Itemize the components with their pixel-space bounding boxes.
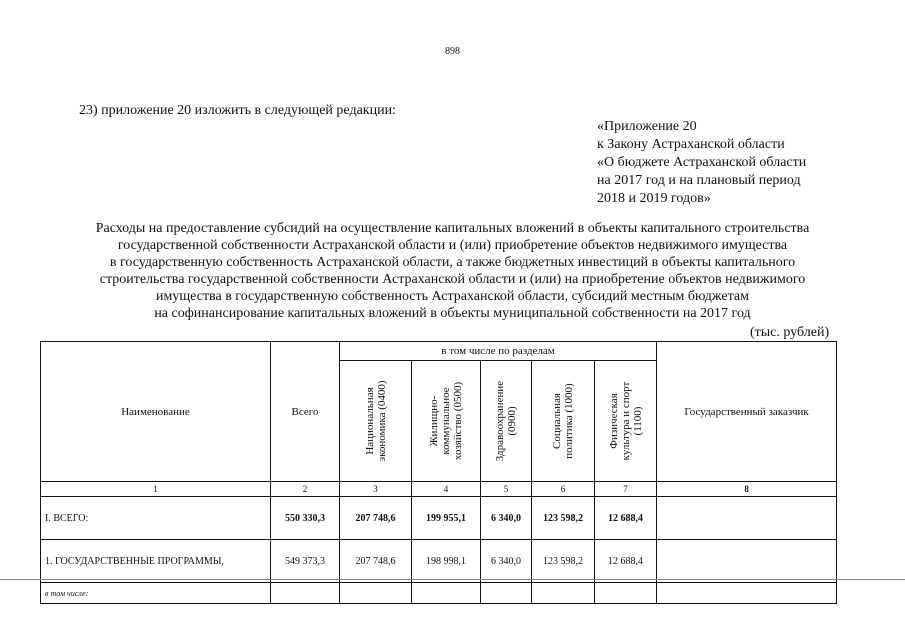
cell-total: 550 330,3 [271,497,340,540]
cell-section: 198 998,1 [412,540,481,583]
heading-line: на софинансирование капитальных вложений в объекты муниципальной собственности на 2017 год [154,306,751,321]
cell-customer [657,540,837,583]
section-label-line: коммунальное [440,387,452,455]
cell-section: 123 598,2 [532,497,595,540]
section-label-line: (0900) [506,406,518,436]
appendix-line: к Закону Астраханской области [597,137,785,152]
document-heading [40,220,865,322]
column-number: 2 [271,482,340,497]
header-total: Всего [271,342,340,482]
cell-section: 12 688,4 [595,497,657,540]
cell-empty [657,583,837,604]
section-label-line: хозяйство (0500) [452,381,464,461]
cell-section: 12 688,4 [595,540,657,583]
section-label-line: экономика (0400) [375,380,388,462]
heading-line: государственной собственности Астраханской области и (или) приобретение объектов недвижимого имущества [117,238,788,253]
column-number: 6 [532,482,595,497]
column-number: 1 [41,482,271,497]
section-label-line: Физическая [607,393,620,449]
heading-line: строительства государственной собственности Астраханской области и (или) на приобретение объектов недвижимого [99,272,806,287]
cell-empty [595,583,657,604]
column-number: 7 [595,482,657,497]
appendix-line: «Приложение 20 [597,119,697,134]
cell-section: 207 748,6 [340,540,412,583]
header-sections-group: в том числе по разделам [340,342,657,361]
units-label: (тыс. рублей) [750,325,830,340]
appendix-line: «О бюджете Астраханской области [597,155,807,170]
heading-line: в государственную собственность Астраханской области, а также бюджетных инвестиций в объекты капитального [109,255,796,270]
section-label-line: политика (1000) [563,383,575,459]
heading-line: Расходы на предоставление субсидий на осуществление капитальных вложений в объекты капитального строительства [95,221,810,236]
cell-empty [412,583,481,604]
intro-text: 23) приложение 20 изложить в следующей редакции: [79,103,396,118]
table-row-subheading [41,583,837,604]
row-name: I. ВСЕГО: [41,497,271,540]
cell-empty [481,583,532,604]
cell-empty [340,583,412,604]
cell-empty [532,583,595,604]
table-row-total [41,497,837,540]
cell-section: 6 340,0 [481,497,532,540]
section-label-line: Жилищно- [428,395,440,447]
section-label-line: культура и спорт [619,381,632,461]
cell-section: 207 748,6 [340,497,412,540]
heading-line: имущества в государственную собственность Астраханской области, субсидий местным бюджетам [156,289,749,304]
header-section-1000 [532,361,595,482]
appendix-line: 2018 и 2019 годов» [597,191,711,206]
cell-customer [657,497,837,540]
appendix-line: на 2017 год и на плановый период [597,173,801,188]
cell-section: 199 955,1 [412,497,481,540]
header-section-1100 [595,361,657,482]
page-number: 898 [445,46,460,57]
header-section-0400 [340,361,412,482]
column-number-row [41,482,837,497]
cell-empty [271,583,340,604]
column-number: 8 [657,482,837,497]
header-section-0900 [481,361,532,482]
table-row-programs [41,540,837,583]
section-label-line: (1100) [631,406,644,436]
section-label-line: Социальная [551,393,563,449]
appendix-reference [597,118,806,208]
page-divider [0,579,905,580]
cell-total: 549 373,3 [271,540,340,583]
section-label-line: Здравоохранение [494,380,506,462]
expenses-table [40,341,837,604]
cell-section: 6 340,0 [481,540,532,583]
header-section-0500 [412,361,481,482]
section-label-line: Национальная [363,387,376,455]
column-number: 4 [412,482,481,497]
row-name: 1. ГОСУДАРСТВЕННЫЕ ПРОГРАММЫ, [41,540,271,583]
header-customer: Государственный заказчик [657,342,837,482]
column-number: 5 [481,482,532,497]
expenses-table-wrapper [40,341,836,598]
cell-section: 123 598,2 [532,540,595,583]
column-number: 3 [340,482,412,497]
row-name: в том числе: [41,583,271,604]
header-name: Наименование [41,342,271,482]
